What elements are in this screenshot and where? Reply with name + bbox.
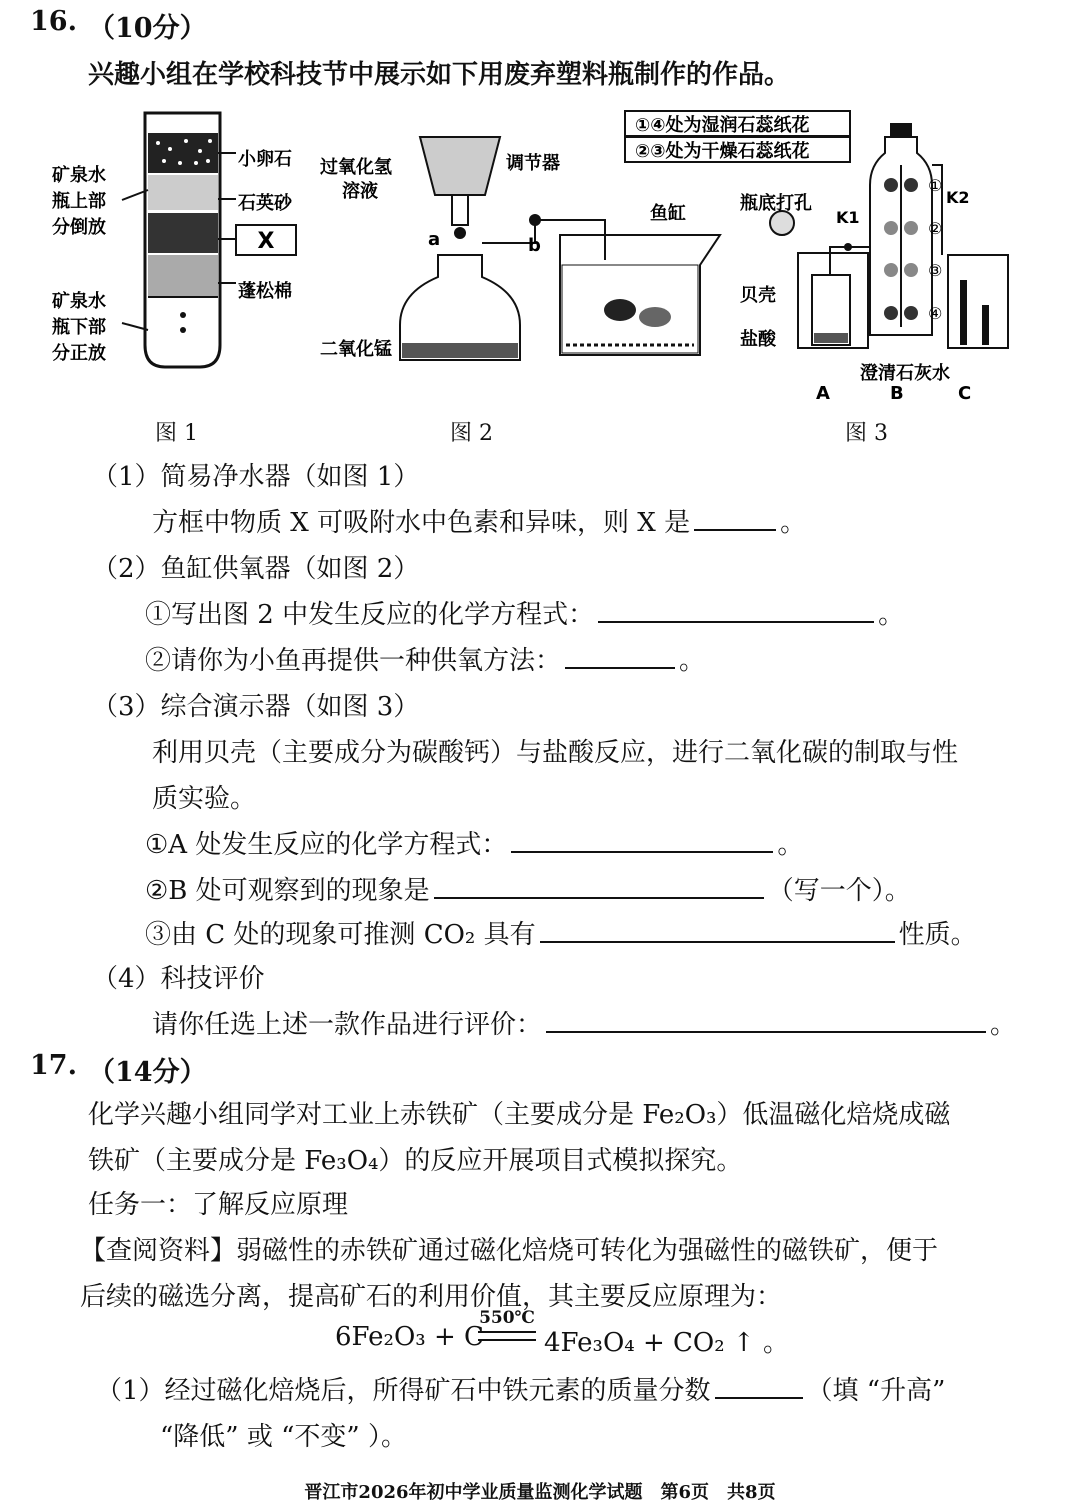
q16-part2-title: （2）鱼缸供氧器（如图 2） xyxy=(92,554,420,584)
svg-text:瓶下部: 瓶下部 xyxy=(52,317,106,338)
q17-part1: （1）经过磁化焙烧后，所得矿石中铁元素的质量分数 （填 “升高” xyxy=(96,1376,946,1406)
svg-text:③: ③ xyxy=(928,261,943,280)
svg-text:盐酸: 盐酸 xyxy=(740,329,776,350)
answer-blank-phenomenon-b[interactable] xyxy=(434,896,764,899)
svg-text:二氧化锰: 二氧化锰 xyxy=(320,339,392,360)
q17-part1-options: “降低” 或 “不变” ）。 xyxy=(160,1422,407,1452)
figure-1-water-purifier xyxy=(40,105,330,405)
figure-2-fish-tank-oxygenator xyxy=(320,125,730,385)
q16-part4-question: 请你任选上述一款作品进行评价： 。 xyxy=(152,1010,1017,1040)
svg-text:②③处为干燥石蕊纸花: ②③处为干燥石蕊纸花 xyxy=(635,141,810,162)
fig1-x-label: X xyxy=(257,229,275,254)
svg-text:鱼缸: 鱼缸 xyxy=(650,203,686,224)
page-footer: 晋江市2026年初中学业质量监测化学试题 第6页 共8页 xyxy=(304,1482,776,1503)
svg-text:分正放: 分正放 xyxy=(52,343,106,364)
q16-part2-b: ②请你为小鱼再提供一种供氧方法： 。 xyxy=(145,646,706,676)
svg-text:A: A xyxy=(816,383,830,404)
q16-score: （10分） xyxy=(88,13,207,44)
q17-score: （14分） xyxy=(88,1057,207,1088)
q17-task1: 任务一：了解反应原理 xyxy=(88,1190,349,1220)
q16-intro: 兴趣小组在学校科技节中展示如下用废弃塑料瓶制作的作品。 xyxy=(88,60,791,90)
svg-text:b: b xyxy=(528,235,541,256)
svg-text:澄清石灰水: 澄清石灰水 xyxy=(860,363,950,384)
svg-text:矿泉水: 矿泉水 xyxy=(52,165,106,186)
svg-text:石英砂: 石英砂 xyxy=(238,193,292,214)
q17-equation-equals xyxy=(478,1331,536,1341)
q16-part3-b: ②B 处可观察到的现象是 （写一个）。 xyxy=(145,876,911,906)
q17-equation-condition: 550℃ xyxy=(479,1308,535,1328)
svg-text:C: C xyxy=(958,383,972,404)
q16-part3-line2: 质实验。 xyxy=(152,784,257,814)
q16-number: 16. xyxy=(30,6,77,37)
svg-text:①: ① xyxy=(928,176,943,195)
svg-text:溶液: 溶液 xyxy=(342,181,378,202)
answer-blank-property-c[interactable] xyxy=(540,940,895,943)
q16-part3-line1: 利用贝壳（主要成分为碳酸钙）与盐酸反应，进行二氧化碳的制取与性 xyxy=(152,738,959,768)
figure-1-caption: 图 1 xyxy=(155,421,198,446)
q16-part4-title: （4）科技评价 xyxy=(92,964,265,994)
svg-text:过氧化氢: 过氧化氢 xyxy=(320,157,392,178)
q17-line1: 化学兴趣小组同学对工业上赤铁矿（主要成分是 Fe₂O₃）低温磁化焙烧成磁 xyxy=(88,1100,951,1130)
svg-text:小卵石: 小卵石 xyxy=(238,149,292,170)
answer-blank-mass-fraction[interactable] xyxy=(715,1396,803,1399)
q17-number: 17. xyxy=(30,1050,77,1081)
svg-text:②: ② xyxy=(928,219,943,238)
figure-3-caption: 图 3 xyxy=(845,421,888,446)
q16-part2-a: ①写出图 2 中发生反应的化学方程式： 。 xyxy=(145,600,905,630)
svg-text:调节器: 调节器 xyxy=(506,153,560,174)
q17-reference2: 后续的磁选分离，提高矿石的利用价值，其主要反应原理为： xyxy=(80,1282,783,1312)
answer-blank-evaluation[interactable] xyxy=(546,1030,986,1033)
svg-text:矿泉水: 矿泉水 xyxy=(52,291,106,312)
q16-part1-question: 方框中物质 X 可吸附水中色素和异味，则 X 是 。 xyxy=(152,508,807,538)
q17-line2: 铁矿（主要成分是 Fe₃O₄）的反应开展项目式模拟探究。 xyxy=(88,1146,743,1176)
figure-2-caption: 图 2 xyxy=(450,421,493,446)
q16-part3-title: （3）综合演示器（如图 3） xyxy=(92,692,420,722)
svg-text:K1: K1 xyxy=(836,208,860,227)
answer-blank-oxygen-method[interactable] xyxy=(565,666,675,669)
svg-text:①④处为湿润石蕊纸花: ①④处为湿润石蕊纸花 xyxy=(635,115,810,136)
answer-blank-equation-a[interactable] xyxy=(511,850,773,853)
svg-text:瓶上部: 瓶上部 xyxy=(52,191,106,212)
q17-equation-right: 4Fe₃O₄ + CO₂ ↑ 。 xyxy=(544,1328,789,1358)
q16-part3-c: ③由 C 处的现象可推测 CO₂ 具有 性质。 xyxy=(145,920,977,950)
answer-blank-x[interactable] xyxy=(694,528,776,531)
svg-text:贝壳: 贝壳 xyxy=(740,285,776,306)
svg-text:B: B xyxy=(890,383,904,404)
svg-text:分倒放: 分倒放 xyxy=(52,217,106,238)
q17-equation-left: 6Fe₂O₃ + C xyxy=(335,1322,484,1352)
svg-text:蓬松棉: 蓬松棉 xyxy=(238,281,292,302)
q16-part1-title: （1）简易净水器（如图 1） xyxy=(92,462,420,492)
q16-part3-a: ①A 处发生反应的化学方程式： 。 xyxy=(145,830,804,860)
q17-reference1: 【查阅资料】弱磁性的赤铁矿通过磁化焙烧可转化为强磁性的磁铁矿，便于 xyxy=(80,1236,939,1266)
svg-text:瓶底打孔: 瓶底打孔 xyxy=(740,193,812,214)
answer-blank-equation-fig2[interactable] xyxy=(598,620,874,623)
svg-text:a: a xyxy=(428,229,441,250)
svg-text:K2: K2 xyxy=(946,188,970,207)
svg-text:④: ④ xyxy=(928,304,943,323)
